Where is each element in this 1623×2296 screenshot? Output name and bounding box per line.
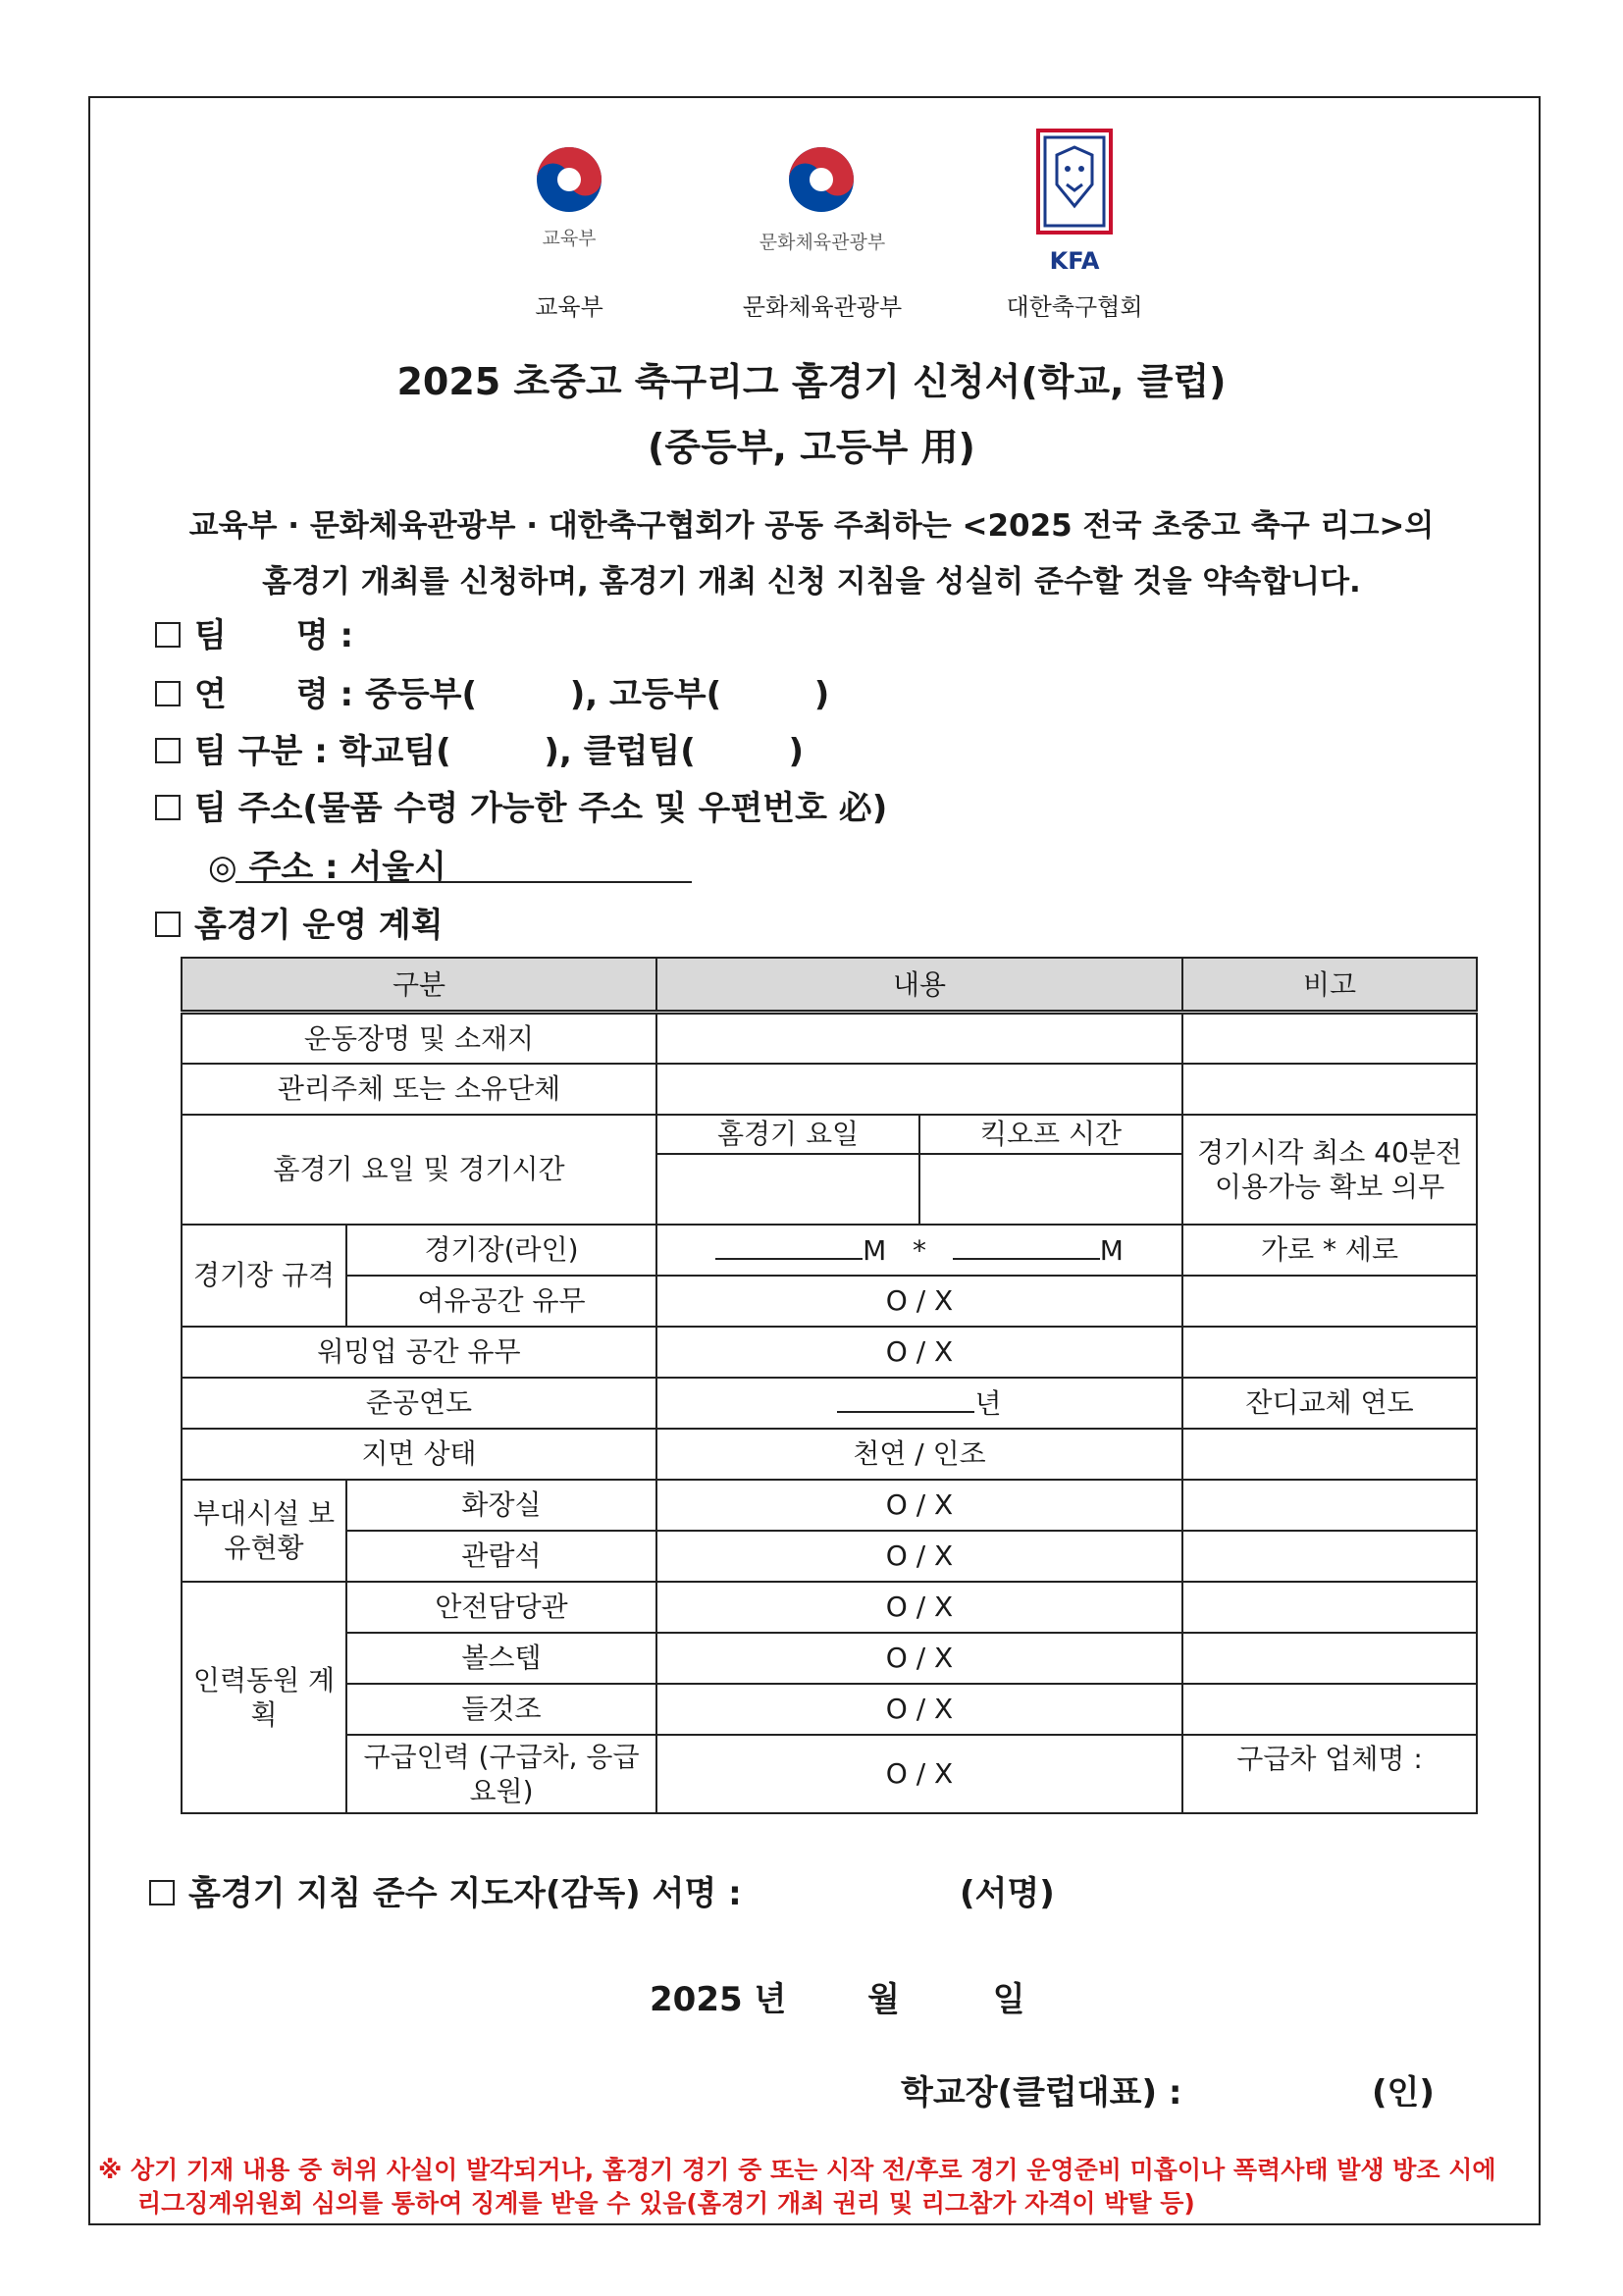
schedule-kickoff-input[interactable] (919, 1154, 1182, 1225)
ball-staff-ox[interactable]: O / X (656, 1633, 1182, 1684)
team-type-label: 팀 구분 : 학교팀( ), 클럽팀( ) (194, 732, 805, 771)
field-spec-label: 경기장 규격 (182, 1225, 346, 1327)
table-row (182, 1582, 1477, 1633)
principal-label: 학교장(클럽대표) : (901, 2073, 1182, 2113)
table-row (182, 1378, 1477, 1429)
facilities-label: 부대시설 보유현황 (182, 1480, 346, 1582)
warmup-ox[interactable]: O / X (656, 1327, 1182, 1378)
surface-value[interactable]: 천연 / 인조 (656, 1429, 1182, 1480)
warning-notice (98, 2154, 1521, 2220)
team-name-label: 팀 명 : (194, 616, 354, 655)
moe-caption: 교육부 (535, 293, 603, 321)
checkbox-icon (155, 681, 181, 706)
plan-heading-label: 홈경기 운영 계획 (194, 906, 444, 945)
home-game-plan-table (181, 957, 1478, 1814)
stands-remark[interactable] (1182, 1531, 1477, 1582)
header-remark: 비고 (1182, 958, 1477, 1013)
kfa-caption: 대한축구협회 (1006, 293, 1143, 321)
field-line-label: 경기장(라인) (346, 1225, 656, 1276)
venue-label: 운동장명 및 소재지 (182, 1013, 656, 1064)
mcst-logo-small-text: 문화체육관광부 (759, 232, 886, 253)
turf-year-label: 잔디교체 연도 (1182, 1378, 1477, 1429)
year-blank[interactable] (837, 1385, 974, 1413)
field-line-times: * (913, 1233, 927, 1267)
safety-officer-label: 안전담당관 (346, 1582, 656, 1633)
field-line-m2: M (1099, 1233, 1124, 1267)
stretcher-remark[interactable] (1182, 1684, 1477, 1735)
form-title: 2025 초중고 축구리그 홈경기 신청서(학교, 클럽) (396, 360, 1227, 403)
moe-logo-small-text: 교육부 (542, 228, 597, 249)
age-label: 연 령 : 중등부( ), 고등부( ) (194, 675, 830, 714)
venue-input[interactable] (656, 1013, 1182, 1064)
table-row (182, 1633, 1477, 1684)
surface-label: 지면 상태 (182, 1429, 656, 1480)
mcst-logo (787, 145, 856, 214)
width-blank[interactable] (715, 1232, 863, 1260)
completion-year-input[interactable] (656, 1378, 1182, 1429)
kfa-tiger-crest-icon (1035, 128, 1114, 235)
spare-space-label: 여유공간 유무 (346, 1276, 656, 1327)
schedule-label: 홈경기 요일 및 경기시간 (182, 1115, 656, 1225)
length-blank[interactable] (953, 1232, 1100, 1260)
table-row (182, 1429, 1477, 1480)
checkbox-icon (155, 738, 181, 763)
coach-signature-line[interactable] (149, 1866, 742, 1914)
table-row (182, 1276, 1477, 1327)
table-row (182, 1225, 1477, 1276)
warmup-remark[interactable] (1182, 1327, 1477, 1378)
address-heading (155, 781, 887, 829)
team-type-field[interactable] (155, 724, 804, 772)
taegeuk-emblem-icon (787, 145, 856, 214)
owner-label: 관리주체 또는 소유단체 (182, 1064, 656, 1115)
address-field[interactable]: ◎ 주소 : 서울시 (208, 848, 446, 887)
emergency-ox[interactable]: O / X (656, 1735, 1182, 1813)
stands-label: 관람석 (346, 1531, 656, 1582)
coach-signature-label: 홈경기 지침 준수 지도자(감독) 서명 : (188, 1874, 742, 1913)
seal-mark: (인) (1372, 2073, 1435, 2113)
table-row (182, 1327, 1477, 1378)
intro-line-1: 교육부 · 문화체육관광부 · 대한축구협회가 공동 주최하는 <2025 전국 초중고 축구 리그>의 (188, 508, 1435, 544)
restroom-remark[interactable] (1182, 1480, 1477, 1531)
field-line-note: 가로 * 세로 (1182, 1225, 1477, 1276)
field-line-m1: M (863, 1233, 887, 1267)
notice-line-2: 리그징계위원회 심의를 통하여 징계를 받을 수 있음(홈경기 개최 권리 및 리그참가 자격이 박탈 등) (137, 2188, 1195, 2218)
year-unit: 년 (974, 1386, 1002, 1420)
staffing-label: 인력동원 계획 (182, 1582, 346, 1813)
table-row (182, 1013, 1477, 1064)
venue-remark[interactable] (1182, 1013, 1477, 1064)
kfa-logo (1035, 128, 1114, 235)
table-row (182, 1064, 1477, 1115)
table-header-row (182, 958, 1477, 1013)
emergency-label: 구급인력 (구급차, 응급요원) (346, 1735, 656, 1813)
ambulance-note[interactable]: 구급차 업체명 : (1182, 1735, 1477, 1813)
schedule-day-header: 홈경기 요일 (656, 1115, 919, 1154)
sign-mark: (서명) (960, 1874, 1055, 1913)
checkbox-icon (149, 1880, 175, 1905)
schedule-note: 경기시각 최소 40분전 이용가능 확보 의무 (1182, 1115, 1477, 1225)
restroom-label: 화장실 (346, 1480, 656, 1531)
schedule-day-input[interactable] (656, 1154, 919, 1225)
table-row (182, 1115, 1477, 1154)
ball-staff-remark[interactable] (1182, 1633, 1477, 1684)
table-row (182, 1531, 1477, 1582)
taegeuk-emblem-icon (535, 145, 603, 214)
date-line[interactable]: 2025 년 월 일 (650, 1980, 1025, 2019)
schedule-kickoff-header: 킥오프 시간 (919, 1115, 1182, 1154)
checkbox-icon (155, 795, 181, 820)
checkbox-icon (155, 622, 181, 648)
safety-officer-ox[interactable]: O / X (656, 1582, 1182, 1633)
header-category: 구분 (182, 958, 656, 1013)
warmup-label: 워밍업 공간 유무 (182, 1327, 656, 1378)
kfa-logo-text: KFA (1049, 247, 1100, 275)
mcst-caption: 문화체육관광부 (742, 293, 903, 321)
checkbox-icon (155, 912, 181, 937)
address-heading-label: 팀 주소(물품 수령 가능한 주소 및 우편번호 必) (194, 789, 888, 828)
completion-year-label: 준공연도 (182, 1378, 656, 1429)
safety-officer-remark[interactable] (1182, 1582, 1477, 1633)
stretcher-label: 들것조 (346, 1684, 656, 1735)
intro-line-2: 홈경기 개최를 신청하며, 홈경기 개최 신청 지침을 성실히 준수할 것을 약속합니다. (262, 564, 1361, 600)
spare-space-ox[interactable]: O / X (656, 1276, 1182, 1327)
field-line-input[interactable] (656, 1225, 1182, 1276)
form-subtitle: (중등부, 고등부 用) (648, 426, 975, 469)
stretcher-ox[interactable]: O / X (656, 1684, 1182, 1735)
surface-remark[interactable] (1182, 1429, 1477, 1480)
owner-input[interactable] (656, 1064, 1182, 1115)
plan-heading (155, 898, 444, 946)
table-row (182, 1480, 1477, 1531)
owner-remark[interactable] (1182, 1064, 1477, 1115)
address-underline (236, 881, 692, 883)
spare-space-remark[interactable] (1182, 1276, 1477, 1327)
table-row (182, 1684, 1477, 1735)
stands-ox[interactable]: O / X (656, 1531, 1182, 1582)
team-name-field[interactable] (155, 608, 353, 656)
notice-line-1: ※ 상기 기재 내용 중 허위 사실이 발각되거나, 홈경기 경기 중 또는 시작 전/후로 경기 운영준비 미흡이나 폭력사태 발생 방조 시에 (98, 2156, 1496, 2184)
restroom-ox[interactable]: O / X (656, 1480, 1182, 1531)
table-row (182, 1735, 1477, 1813)
ball-staff-label: 볼스텝 (346, 1633, 656, 1684)
age-field[interactable] (155, 667, 829, 715)
header-content: 내용 (656, 958, 1182, 1013)
moe-logo (535, 145, 603, 214)
